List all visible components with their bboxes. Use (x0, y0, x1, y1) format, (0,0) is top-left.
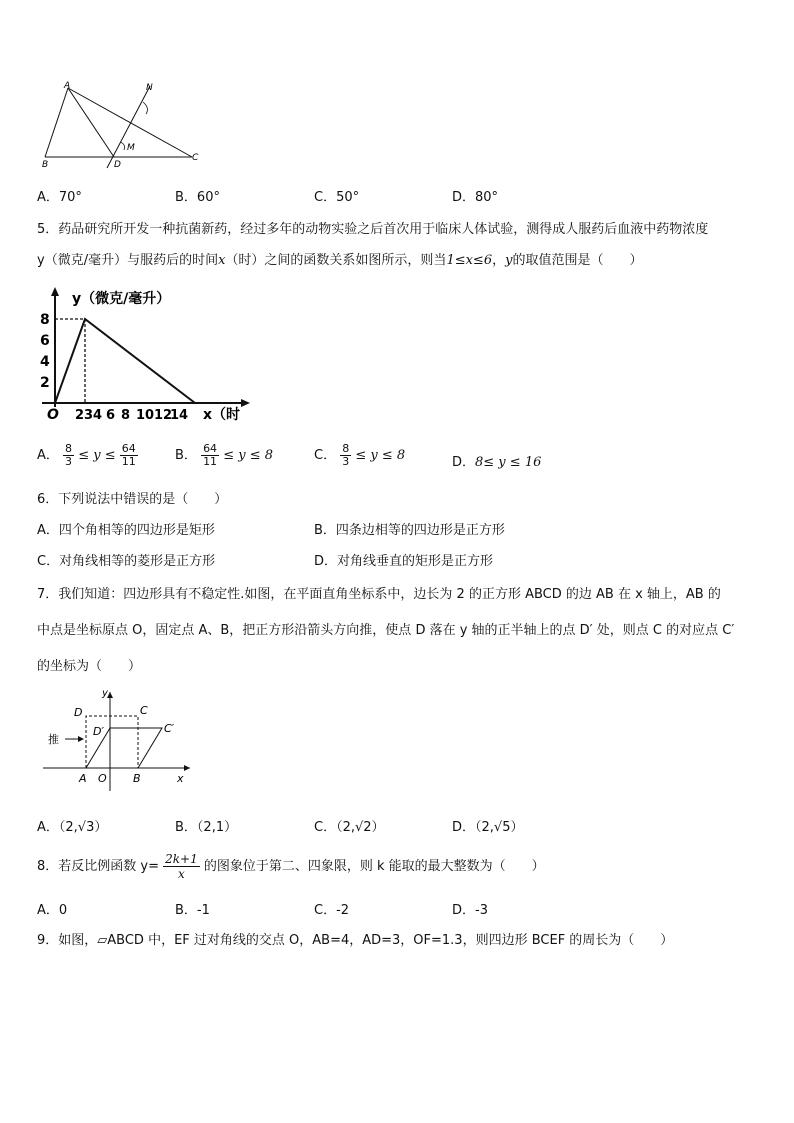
x-axis-label: x（时 (203, 407, 241, 423)
origin-label: O (47, 407, 59, 423)
q6-option-c[interactable]: C．对角线相等的菱形是正方形 (37, 554, 216, 569)
x-axis-arrow (241, 399, 250, 407)
y-axis-arrow (51, 287, 59, 296)
label-M: M (127, 143, 135, 153)
x-tick-label: 3 (84, 408, 94, 423)
x-tick-label: 14 (170, 408, 189, 423)
y-tick-label: 8 (40, 312, 50, 328)
triangle-figure-q4 (40, 80, 210, 175)
q4-option-a[interactable]: A．70° (37, 190, 82, 205)
label-C-prime: C′ (164, 722, 175, 735)
x-tick-label: 8 (121, 408, 131, 423)
q5-option-b[interactable]: B． $\frac{64}{11}$ ≤ y ≤ 8 (175, 442, 274, 468)
q5-stem-line1: 5．药品研究所开发一种抗菌新药，经过多年的动物实验之后首次用于临床人体试验，测得成人服药后血液中药物浓度 (37, 222, 709, 237)
x-tick-label: 6 (106, 408, 116, 423)
q6-option-b[interactable]: B．四条边相等的四边形是正方形 (314, 523, 505, 538)
label-push: 推 (48, 733, 59, 746)
x-tick-label: 2 (75, 408, 85, 423)
q8-stem: 8．若反比例函数 y= $\frac{2k+1}{x}$ 的图象位于第二、四象限，则 k 能取的最大整数为（ ） (37, 852, 545, 881)
q4-option-c[interactable]: C．50° (314, 190, 360, 205)
y-tick-label: 2 (40, 375, 50, 391)
y-tick-label: 4 (40, 354, 50, 370)
label-D: D (74, 706, 83, 719)
label-O: O (98, 772, 107, 785)
q8-option-d[interactable]: D．-3 (452, 903, 488, 918)
q7-option-b[interactable]: B．（2,1） (175, 820, 238, 835)
label-B: B (42, 160, 49, 170)
label-C: C (140, 704, 148, 717)
q5-option-a[interactable]: A． $\frac{8}{3}$ ≤ y ≤ $\frac{64}{11}$ (37, 442, 136, 468)
q7-option-c[interactable]: C．（2,√2） (314, 820, 385, 835)
series-line (55, 319, 195, 403)
q5-option-d[interactable]: D．8≤ y ≤ 16 (452, 455, 542, 470)
q5-stem-line2: y（微克/毫升）与服药后的时间x（时）之间的函数关系如图所示，则当1≤x≤6，y的取值范围是（ ） (37, 253, 643, 268)
q6-option-a[interactable]: A．四个角相等的四边形是矩形 (37, 523, 215, 538)
q8-option-c[interactable]: C．-2 (314, 903, 350, 918)
q5-option-c[interactable]: C． $\frac{8}{3}$ ≤ y ≤ 8 (314, 442, 406, 468)
q8-option-a[interactable]: A．0 (37, 903, 68, 918)
label-C: C (192, 153, 199, 163)
label-N: N (146, 83, 153, 93)
q7-stem-line2: 中点是坐标原点 O，固定点 A、B，把正方形沿箭头方向推，使点 D 落在 y 轴的正半轴上的点 D′ 处，则点 C 的对应点 C′ (37, 623, 735, 638)
concentration-chart (38, 283, 258, 433)
y-axis-label: y（微克/毫升） (72, 291, 171, 307)
label-A: A (64, 81, 71, 91)
q7-option-a[interactable]: A．（2,√3） (37, 820, 108, 835)
q7-stem-line3: 的坐标为（ ） (37, 659, 142, 674)
q7-option-d[interactable]: D．（2,√5） (452, 820, 524, 835)
label-A: A (79, 772, 87, 785)
square-push-figure (40, 686, 200, 794)
q9-stem: 9．如图，▱ABCD 中，EF 过对角线的交点 O，AB=4，AD=3，OF=1.3，则四边形 BCEF 的周长为（ ） (37, 933, 674, 948)
x-tick-label: 12 (154, 408, 173, 423)
label-y-axis: y (102, 688, 108, 699)
x-tick-label: 10 (136, 408, 155, 423)
label-D-prime: D′ (93, 725, 104, 738)
q8-option-b[interactable]: B．-1 (175, 903, 210, 918)
q6-stem: 6．下列说法中错误的是（ ） (37, 492, 228, 507)
label-D: D (114, 160, 121, 170)
y-tick-label: 6 (40, 333, 50, 349)
label-B: B (133, 772, 141, 785)
q4-option-d[interactable]: D．80° (452, 190, 499, 205)
q4-option-b[interactable]: B．60° (175, 190, 220, 205)
q7-stem-line1: 7．我们知道：四边形具有不稳定性.如图，在平面直角坐标系中，边长为 2 的正方形 ABCD 的边 AB 在 x 轴上，AB 的 (37, 587, 721, 602)
x-tick-label: 4 (93, 408, 103, 423)
label-x-axis: x (177, 772, 184, 785)
q6-option-d[interactable]: D．对角线垂直的矩形是正方形 (314, 554, 494, 569)
